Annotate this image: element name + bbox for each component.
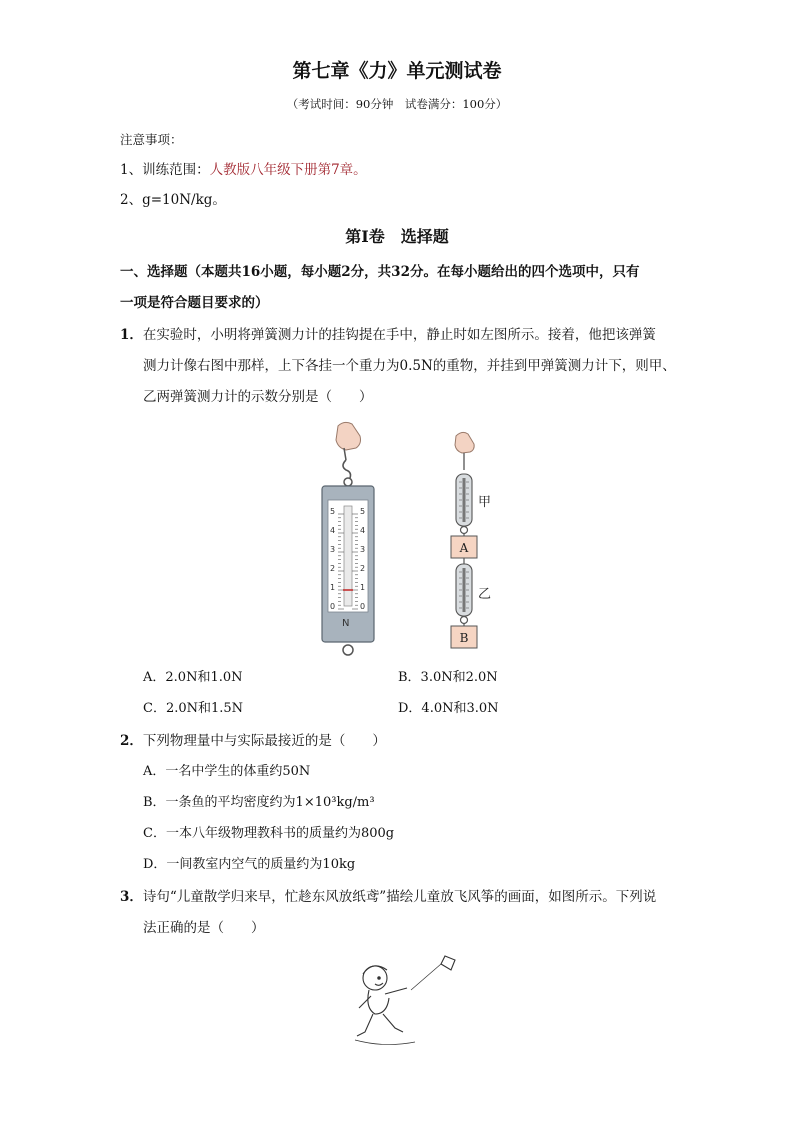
question-2-number: 2． (120, 733, 143, 749)
exam-info: （考试时间：90分钟 试卷满分：100分） (286, 97, 508, 111)
question-1-number: 1． (120, 327, 143, 343)
scale-right-label-0: 0 (360, 602, 366, 611)
scale-left-label-1: 1 (330, 583, 336, 592)
question-1-stem-line-3: 乙两弹簧测力计的示数分别是（ ） (143, 389, 373, 405)
hand-icon-right (455, 432, 474, 453)
scale-right-label-1: 1 (360, 583, 366, 592)
section-instructions-line-1: 一、选择题（本题共16小题，每小题2分，共32分。在每小题给出的四个选项中，只有 (120, 264, 640, 280)
question-1-option-b: B．3.0N和2.0N (398, 670, 498, 685)
question-1-option-a: A．2.0N和1.0N (143, 670, 243, 685)
hand-icon (336, 422, 361, 460)
question-3-number: 3． (120, 889, 143, 905)
notes-item-1-prefix: 1、训练范围： (120, 162, 210, 178)
scale-right-label-5: 5 (360, 507, 366, 516)
scale-right-label-2: 2 (360, 564, 366, 573)
question-1-option-d: D．4.0N和3.0N (398, 701, 499, 716)
question-1-option-c: C．2.0N和1.5N (143, 701, 244, 716)
question-2-option-b: B．一条鱼的平均密度约为1×10³kg/m³ (143, 795, 375, 810)
scale-right-label-4: 4 (360, 526, 366, 535)
notes-heading: 注意事项： (120, 132, 183, 147)
notes-item-1-highlight: 人教版八年级下册第7章。 (209, 162, 367, 178)
question-1-stem-line-1: 1．在实验时，小明将弹簧测力计的挂钩提在手中，静止时如左图所示。接着，他把该弹簧 (120, 327, 656, 343)
notes-item-1 (120, 160, 367, 180)
spring-scale-figure (310, 418, 510, 660)
scale-left-label-0: 0 (330, 602, 336, 611)
section-instructions-line-2: 一项是符合题目要求的） (120, 295, 269, 311)
scale-left-label-4: 4 (330, 526, 336, 535)
hook-icon (343, 460, 351, 478)
weight-block-a-label: A (459, 541, 469, 555)
question-2-option-c: C．一本八年级物理教科书的质量约为800g (143, 826, 395, 841)
question-2-option-a: A．一名中学生的体重约50N (143, 764, 311, 779)
kite-child-illustration (345, 952, 465, 1052)
question-2-option-d: D．一间教室内空气的质量约为10kg (143, 857, 356, 872)
weight-block-b-label: B (459, 631, 469, 645)
question-3-stem-line-2: 法正确的是（ ） (143, 920, 265, 936)
question-1-stem-line-2: 测力计像右图中那样，上下各挂一个重力为0.5N的重物，并挂到甲弹簧测力计下，则甲、 (143, 358, 676, 374)
label-jia: 甲 (478, 495, 492, 510)
scale-left-label-2: 2 (330, 564, 336, 573)
question-2-stem: 2．下列物理量中与实际最接近的是（ ） (120, 733, 386, 749)
scale-right-label-3: 3 (360, 545, 366, 554)
scale-unit-label: N (342, 618, 350, 629)
section-title: 第Ⅰ卷 选择题 (345, 227, 449, 246)
label-yi: 乙 (478, 587, 492, 602)
scale-left-label-3: 3 (330, 545, 336, 554)
kite-icon (441, 956, 455, 970)
question-3-stem-line-1: 3．诗句“儿童散学归来早，忙趁东风放纸鸢”描绘儿童放飞风筝的画面，如图所示。下列说 (120, 889, 657, 905)
page-title: 第七章《力》单元测试卷 (292, 60, 502, 82)
scale-left-label-5: 5 (330, 507, 336, 516)
notes-item-2: 2、g=10N/kg。 (120, 192, 226, 208)
